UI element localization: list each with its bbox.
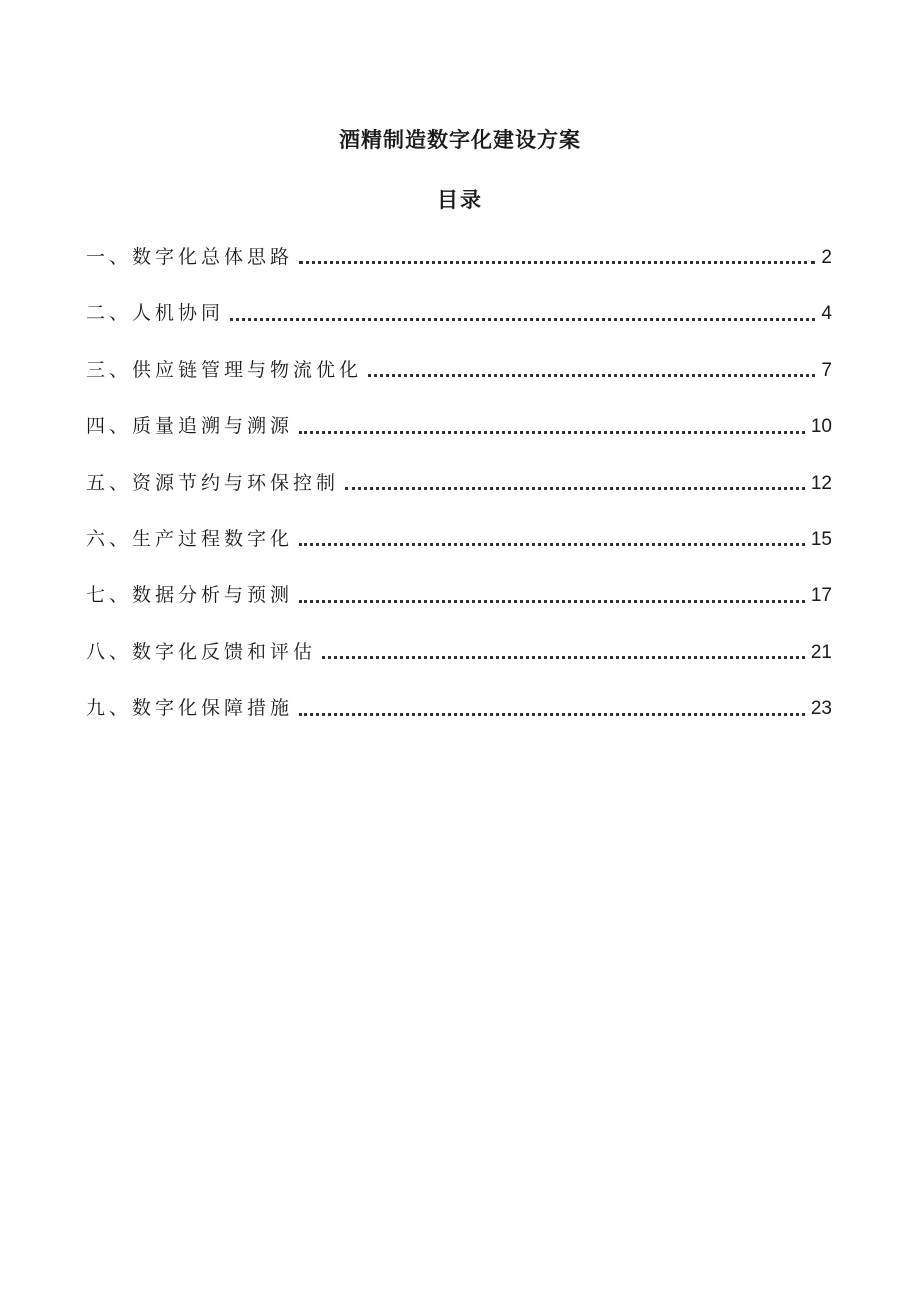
toc-entry-label: 四、质量追溯与溯源 bbox=[86, 415, 294, 438]
table-of-contents bbox=[86, 242, 832, 750]
toc-entry-page: 7 bbox=[821, 359, 832, 381]
toc-dot-leader bbox=[230, 318, 815, 321]
toc-entry-label: 八、数字化反馈和评估 bbox=[86, 640, 317, 663]
toc-entry-page: 21 bbox=[810, 641, 832, 663]
toc-entry-label: 九、数字化保障措施 bbox=[86, 697, 294, 720]
toc-entry-label: 五、资源节约与环保控制 bbox=[86, 471, 340, 494]
toc-heading: 目录 bbox=[437, 187, 483, 212]
toc-entry-label: 二、人机协同 bbox=[86, 302, 225, 325]
toc-entry-page: 10 bbox=[810, 416, 832, 438]
toc-entry-page: 12 bbox=[810, 472, 832, 494]
toc-entry[interactable] bbox=[86, 298, 832, 354]
toc-entry[interactable] bbox=[86, 524, 832, 580]
toc-entry[interactable] bbox=[86, 411, 832, 467]
toc-dot-leader bbox=[299, 600, 805, 603]
toc-dot-leader bbox=[299, 543, 805, 546]
toc-entry-label: 三、供应链管理与物流优化 bbox=[86, 358, 363, 381]
toc-dot-leader bbox=[345, 487, 805, 490]
toc-dot-leader bbox=[299, 713, 805, 716]
toc-entry[interactable] bbox=[86, 242, 832, 298]
toc-entry-page: 4 bbox=[821, 303, 832, 325]
toc-entry-label: 七、数据分析与预测 bbox=[86, 584, 294, 607]
toc-entry-label: 一、数字化总体思路 bbox=[86, 246, 294, 268]
toc-entry-label: 六、生产过程数字化 bbox=[86, 527, 294, 550]
toc-dot-leader bbox=[368, 374, 815, 377]
toc-entry-page: 17 bbox=[810, 585, 832, 607]
toc-dot-leader bbox=[299, 261, 815, 264]
toc-entry[interactable] bbox=[86, 468, 832, 524]
toc-entry-page: 2 bbox=[821, 247, 832, 268]
toc-entry-page: 23 bbox=[810, 698, 832, 720]
toc-dot-leader bbox=[322, 656, 805, 659]
toc-entry[interactable] bbox=[86, 580, 832, 636]
toc-entry[interactable] bbox=[86, 637, 832, 693]
document-title: 酒精制造数字化建设方案 bbox=[339, 127, 581, 152]
toc-entry[interactable] bbox=[86, 693, 832, 749]
toc-dot-leader bbox=[299, 431, 805, 434]
toc-entry[interactable] bbox=[86, 355, 832, 411]
toc-entry-page: 15 bbox=[810, 528, 832, 550]
